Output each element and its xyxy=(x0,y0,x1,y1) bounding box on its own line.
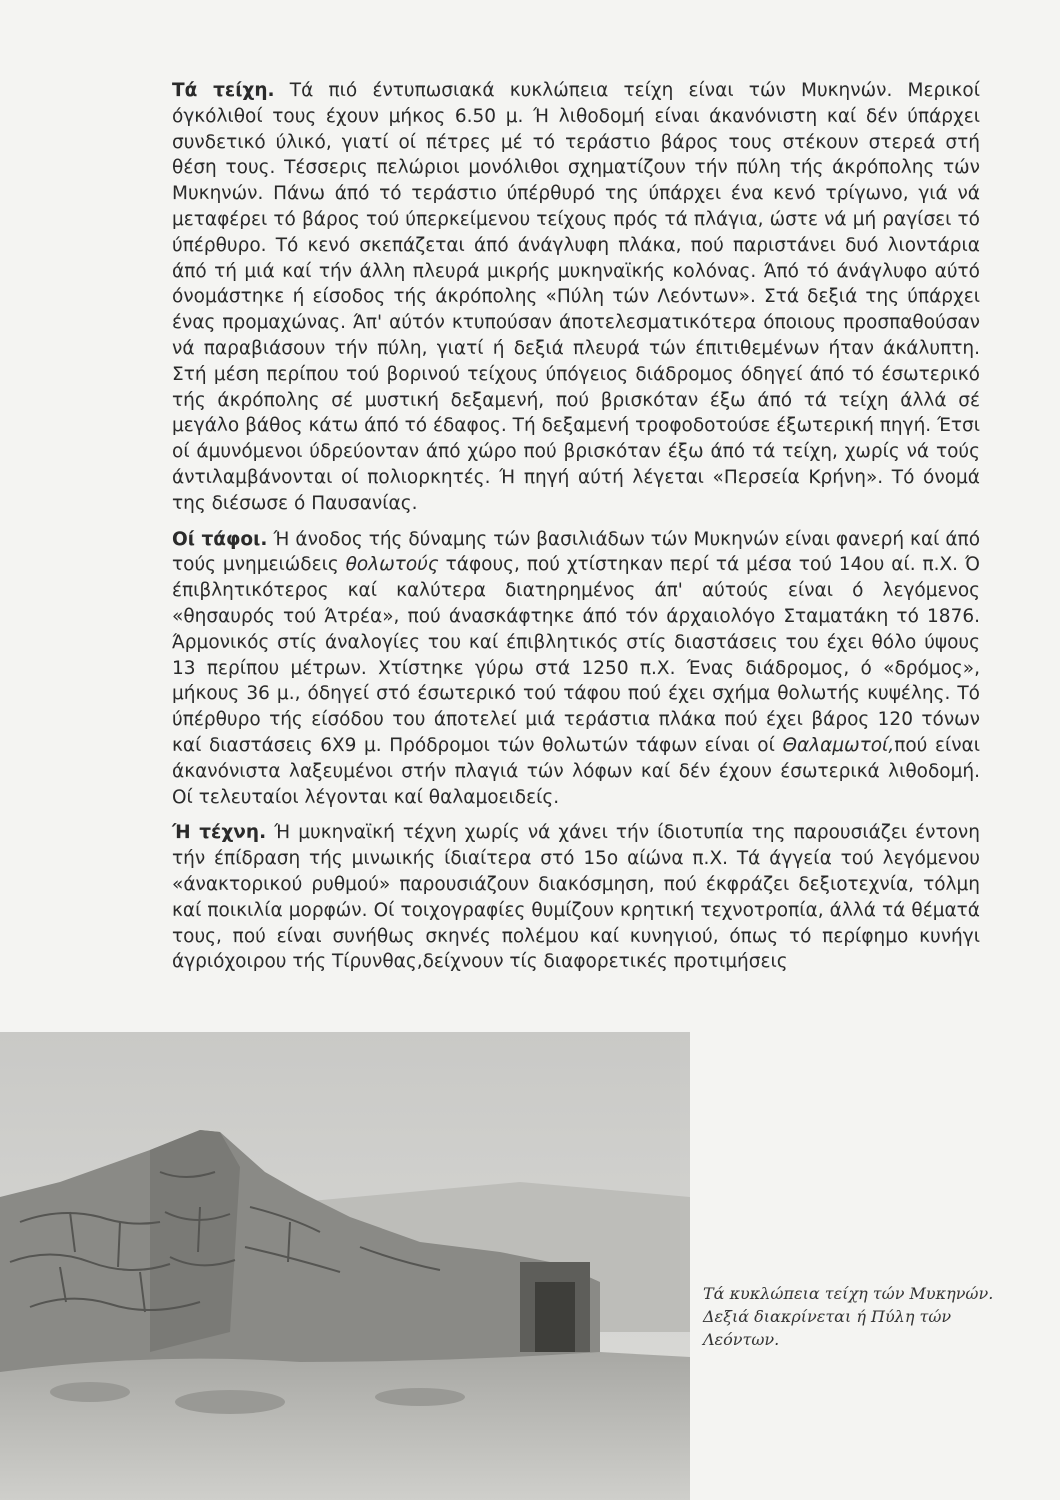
cyclopean-walls-illustration xyxy=(0,1032,690,1500)
tombs-paragraph xyxy=(172,527,980,811)
walls-paragraph xyxy=(172,78,980,517)
tombs-term-chamber: Θαλαμωτοί, xyxy=(782,734,895,756)
walls-text: Τά πιό έντυπωσιακά κυκλώπεια τείχη είναι τών Μυκηνών. Μερικοί όγκόλιθοί τους έχουν μήκος 6.50 μ. Ή λιθοδομή είναι άκανόνιστη καί δέν ύπάρχει συνδετικό ύλικό, γιατί οί πέτρες μέ τό τεράστιο βάρος τους στέκουν στερεά στή θέση τους. Τέσσερις πελώριοι μονόλιθοι σχηματίζουν τήν πύλη τής άκρόπολης τών Μυκηνών. Πάνω άπό τό τεράστιο ύπέρθυρό της ύπάρχει ένα κενό τρίγωνο, γιά νά μεταφέρει τό βάρος τού ύπερκείμενου τείχους πρός τά πλάγια, ώστε νά μή ραγίσει τό ύπέρθυρο. Τό κενό σκεπάζεται άπό άνάγλυφη πλάκα, πού παριστάνει δυό λιοντάρια άπό τή μιά καί τήν άλλη πλευρά μικρής μυκηναϊκής κολόνας. Άπό τό άνάγλυφο αύτό όνομάστηκε ή είσοδος τής άκρόπολης «Πύλη τών Λεόντων». Στά δεξιά της ύπάρχει ένας προμαχώνας. Άπ' αύτόν κτυπούσαν άποτελεσματικότερα όποιους προσπαθούσαν νά παραβιάσουν τήν πύλη, γιατί ή δεξιά πλευρά τών έπιτιθεμένων ήταν άκάλυπτη. Στή μέση περίπου τού βορινού τείχους ύπόγειος διάδρομος όδηγεί άπό τό έσωτερικό τής άκρόπολης σέ μυστική δεξαμενή, πού βρισκόταν έξω άπό τά τείχη άλλά σέ μεγάλο βάθος κάτω άπό τό έδαφος. Τή δεξαμενή τροφοδοτούσε έξωτερική πηγή. Έτσι οί άμυνόμενοι ύδρεύονταν άπό χώρο πού βρισκόταν έξω άπό τά τείχη, χωρίς νά τούς άντιλαμβάνονται οί πολιορκητές. Ή πηγή αύτή λέγεται «Περσεία Κρήνη». Τό όνομά της διέσωσε ό Παυσανίας. xyxy=(172,80,980,514)
art-paragraph xyxy=(172,820,980,975)
cyclopean-walls-photo xyxy=(0,1032,690,1500)
main-text xyxy=(172,78,980,985)
tombs-heading: Οί τάφοι. xyxy=(172,528,268,550)
art-text: Ή μυκηναϊκή τέχνη χωρίς νά χάνει τήν ίδιοτυπία της παρουσιάζει έντονη τήν έπίδραση τής μινωικής ίδιαίτερα στό 15ο αίώνα π.Χ. Τά άγγεία τού λεγόμενου «άνακτορικού ρυθμού» παρουσιάζουν διακόσμηση, πού έκφράζει δεξιοτεχνία, τόλμη καί ποικιλία μορφών. Οί τοιχογραφίες θυμίζουν κρητική τεχνοτροπία, άλλά τά θέματά τους, πού είναι συνήθως σκηνές πολέμου καί κυνηγιού, όπως τό περίφημο κυνήγι άγριόχοιρου τής Τίρυνθας,δείχνουν τίς διαφορετικές προτιμήσεις xyxy=(172,822,980,973)
tombs-term-tholos: θολωτούς xyxy=(345,554,439,576)
walls-heading: Τά τείχη. xyxy=(172,80,275,101)
tombs-text-before: Ή άνοδος τής δύναμης τών βασιλιάδων τών Μυκηνών είναι φανερή καί άπό τούς μνημειώδεις xyxy=(172,528,981,576)
tombs-text-middle: τάφους, πού χτίστηκαν περί τά μέσα τού 14ου αί. π.Χ. Ό έπιβλητικότερος καί καλύτερα διατηρημένος άπ' αύτούς είναι ό λεγόμενος «θησαυρός τού Άτρέα», πού άνασκάφτηκε άπό τόν άρχαιολόγο Σταματάκη τό 1876. Άρμονικός στίς άναλογίες του καί έπιβλητικός στίς διαστάσεις του έχει θόλο ύψους 13 περίπου μέτρων. Χτίστηκε γύρω στά 1250 π.Χ. Ένας διάδρομος, ό «δρόμος», μήκους 36 μ., όδηγεί στό έσωτερικό τού τάφου πού έχει σχήμα θολωτής κυψέλης. Τό ύπέρθυρο τής είσόδου του άποτελεί μιά τεράστια πλάκα πού έχει βάρος 120 τόνων καί διαστάσεις 6Χ9 μ. Πρόδρομοι τών θολωτών τάφων είναι οί xyxy=(172,554,980,756)
photo-caption: Τά κυκλώπεια τείχη τών Μυκηνών. Δεξιά διακρίνεται ή Πύλη τών Λεόντων. xyxy=(703,1284,994,1349)
art-heading: Ή τέχνη. xyxy=(172,822,267,844)
tombs-text-after: πού είναι άκανόνιστα λαξευμένοι στήν πλαγιά τών λόφων καί δέν έχουν έσωτερικά λιθοδομή. Οί τελευταίοι λέγονται καί θαλαμοειδείς. xyxy=(172,734,980,808)
